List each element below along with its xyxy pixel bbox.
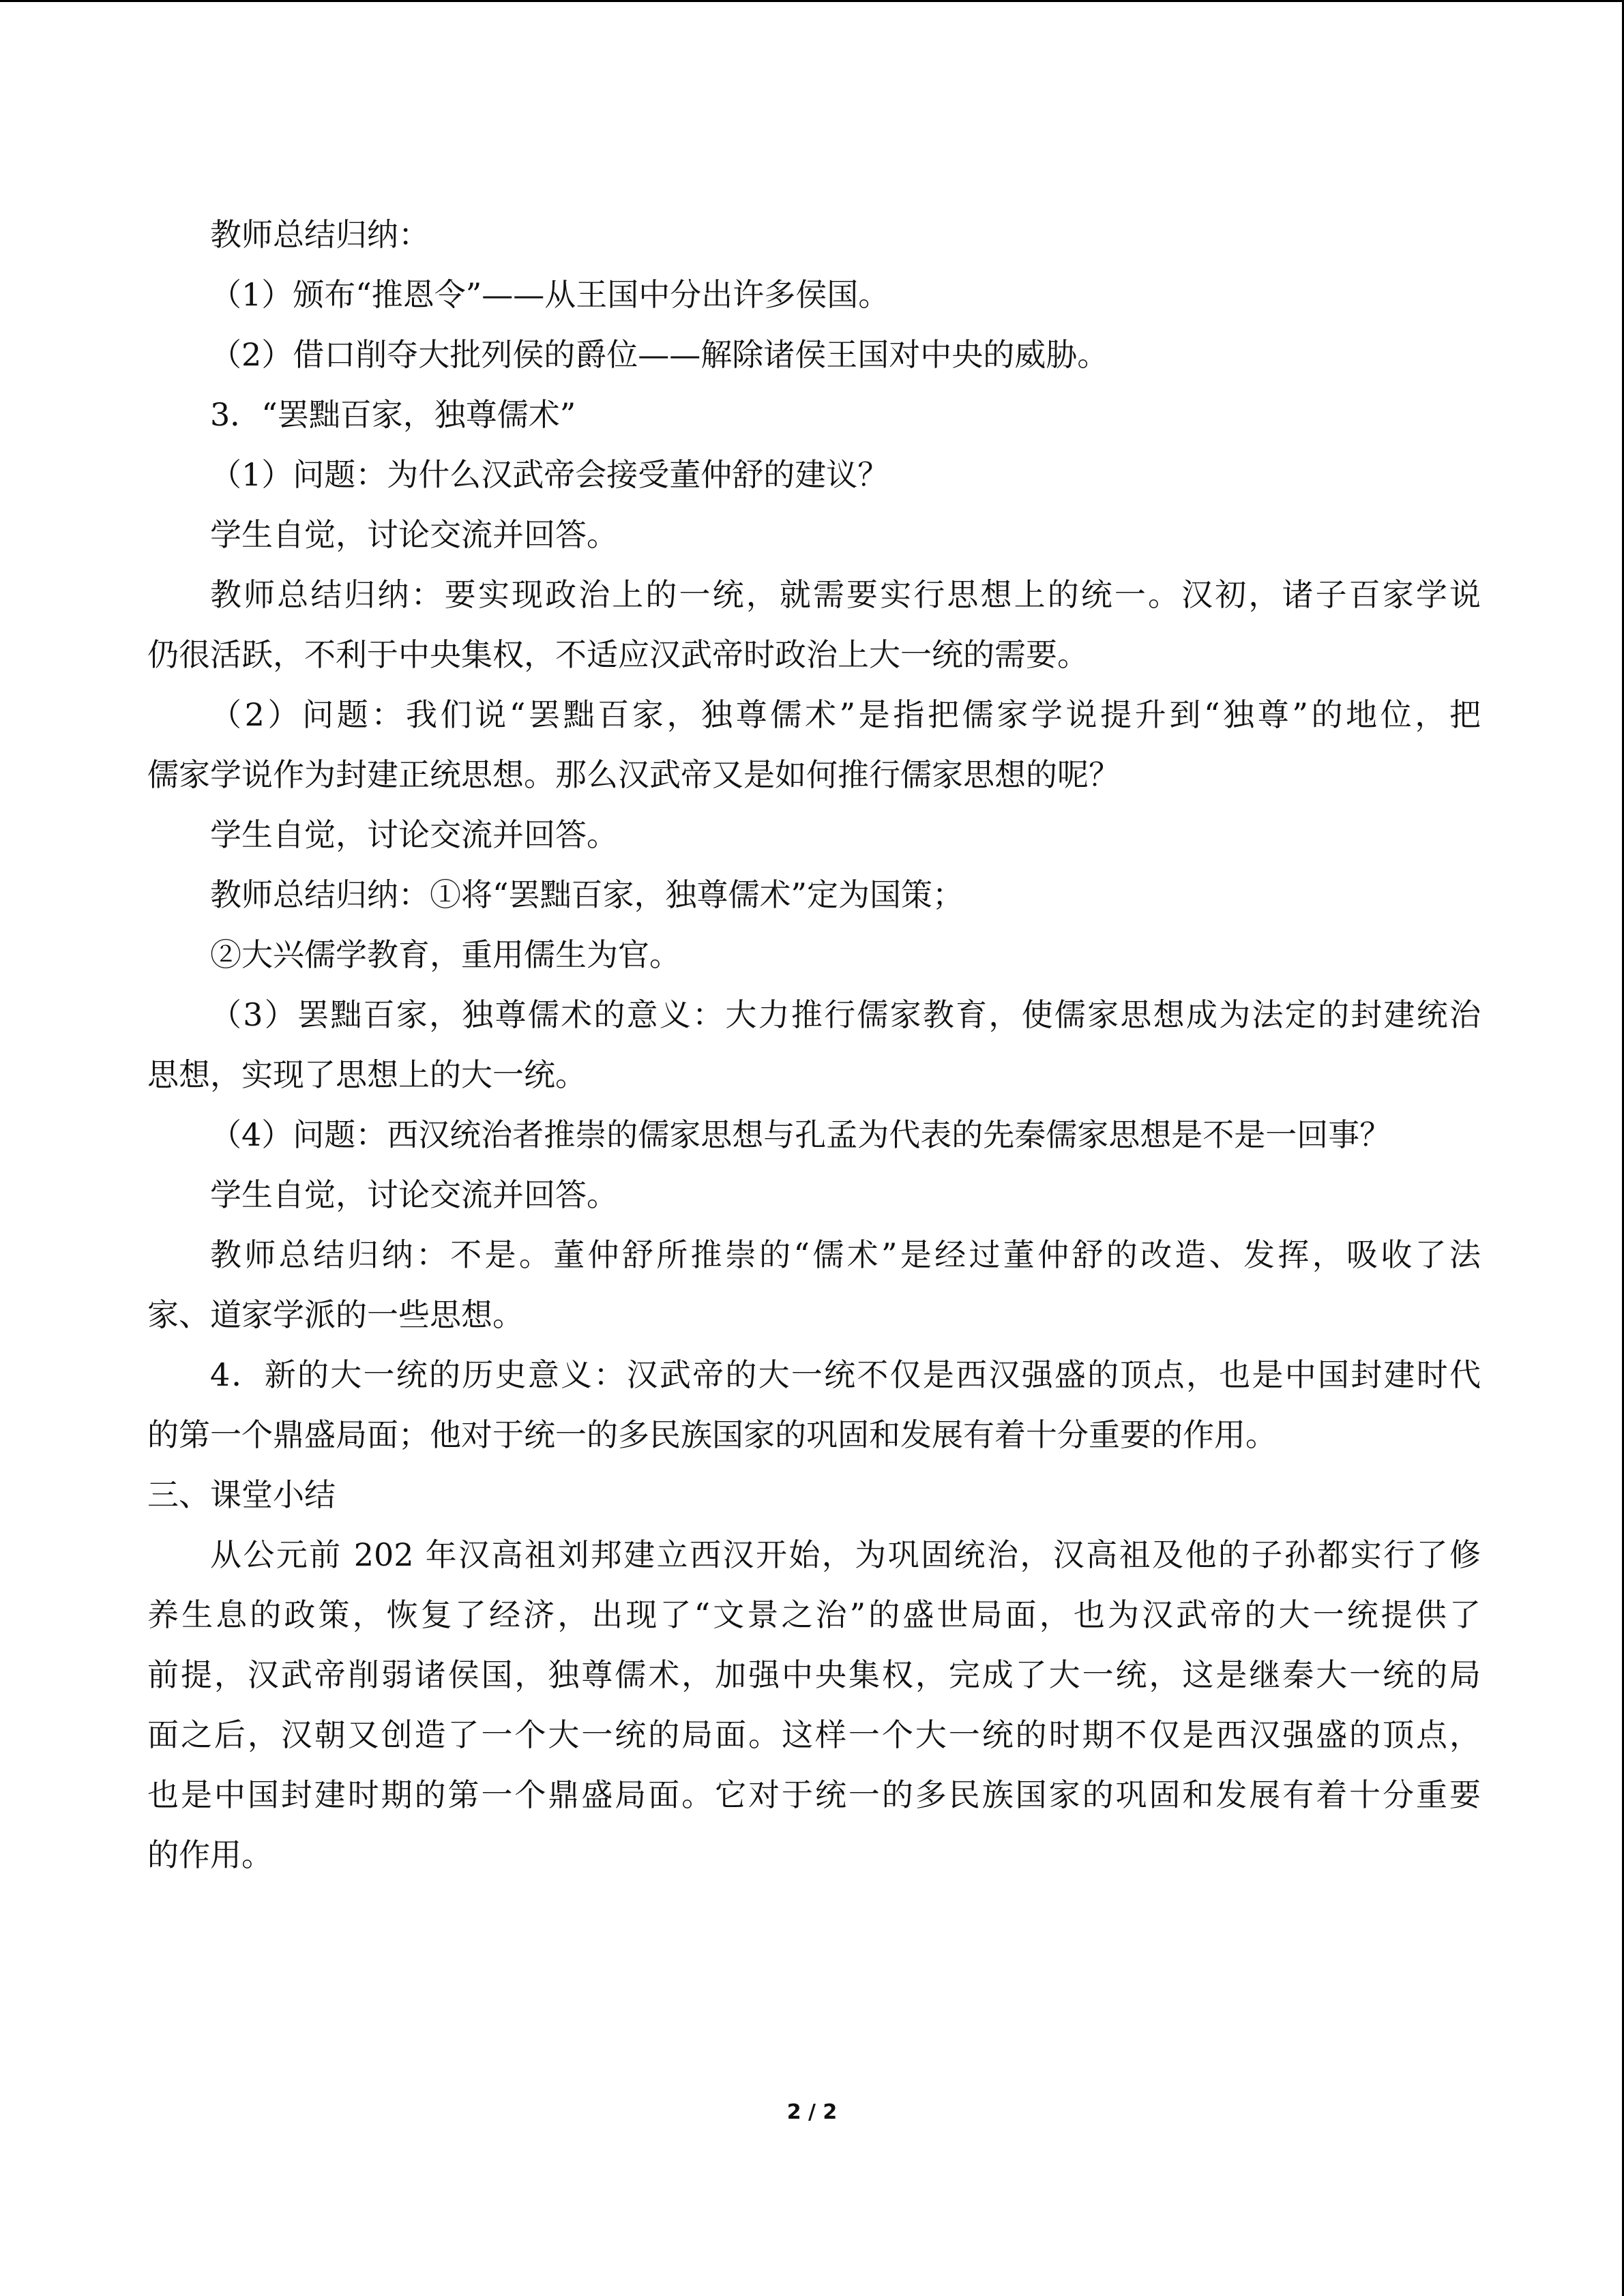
paragraph-line: 养生息的政策，恢复了经济，出现了“文景之治”的盛世局面，也为汉武帝的大一统提供了 <box>147 1596 1481 1633</box>
paragraph-line: 思想，实现了思想上的大一统。 <box>147 1056 587 1093</box>
paragraph-line: （2）借口削夺大批列侯的爵位——解除诸侯王国对中央的威胁。 <box>210 336 1109 373</box>
paragraph-line: 从公元前 202 年汉高祖刘邦建立西汉开始，为巩固统治，汉高祖及他的子孙都实行了修 <box>210 1536 1481 1573</box>
paragraph-line: 儒家学说作为封建正统思想。那么汉武帝又是如何推行儒家思想的呢？ <box>147 756 1120 793</box>
paragraph-line: 家、道家学派的一些思想。 <box>147 1296 524 1333</box>
section-heading: 三、课堂小结 <box>147 1476 336 1513</box>
paragraph-line: 学生自觉，讨论交流并回答。 <box>210 816 618 853</box>
paragraph-line: 的第一个鼎盛局面；他对于统一的多民族国家的巩固和发展有着十分重要的作用。 <box>147 1416 1277 1453</box>
paragraph-line: 学生自觉，讨论交流并回答。 <box>210 1176 618 1213</box>
paragraph-line: 前提，汉武帝削弱诸侯国，独尊儒术，加强中央集权，完成了大一统，这是继秦大一统的局 <box>147 1656 1481 1693</box>
paragraph-line: （4）问题：西汉统治者推崇的儒家思想与孔孟为代表的先秦儒家思想是不是一回事？ <box>210 1116 1391 1153</box>
paragraph-line: ②大兴儒学教育，重用儒生为官。 <box>210 936 681 973</box>
section-heading: 3．“罢黜百家，独尊儒术” <box>210 396 576 433</box>
paragraph-line: 教师总结归纳：要实现政治上的一统，就需要实行思想上的统一。汉初，诸子百家学说 <box>210 576 1481 613</box>
paragraph-line: 4．新的大一统的历史意义：汉武帝的大一统不仅是西汉强盛的顶点，也是中国封建时代 <box>210 1356 1481 1393</box>
page-number: 2 / 2 <box>786 2100 838 2124</box>
paragraph-line: 的作用。 <box>147 1836 273 1873</box>
paragraph-line: 学生自觉，讨论交流并回答。 <box>210 516 618 553</box>
paragraph-line: （1）颁布“推恩令”——从王国中分出许多侯国。 <box>210 276 890 313</box>
paragraph-line: （2）问题：我们说“罢黜百家，独尊儒术”是指把儒家学说提升到“独尊”的地位，把 <box>210 696 1481 733</box>
paragraph-line: 面之后，汉朝又创造了一个大一统的局面。这样一个大一统的时期不仅是西汉强盛的顶点， <box>147 1716 1481 1753</box>
document-body <box>147 205 1481 1885</box>
paragraph-line: 教师总结归纳：①将“罢黜百家，独尊儒术”定为国策； <box>210 876 964 913</box>
paragraph-line: 教师总结归纳：不是。董仲舒所推崇的“儒术”是经过董仲舒的改造、发挥，吸收了法 <box>210 1236 1481 1273</box>
paragraph-line: 也是中国封建时期的第一个鼎盛局面。它对于统一的多民族国家的巩固和发展有着十分重要 <box>147 1776 1481 1813</box>
paragraph-line: （3）罢黜百家，独尊儒术的意义：大力推行儒家教育，使儒家思想成为法定的封建统治 <box>210 996 1481 1033</box>
paragraph-line: （1）问题：为什么汉武帝会接受董仲舒的建议？ <box>210 456 889 493</box>
paragraph-line: 仍很活跃，不利于中央集权，不适应汉武帝时政治上大一统的需要。 <box>147 636 1089 673</box>
paragraph-line: 教师总结归纳： <box>210 216 430 253</box>
